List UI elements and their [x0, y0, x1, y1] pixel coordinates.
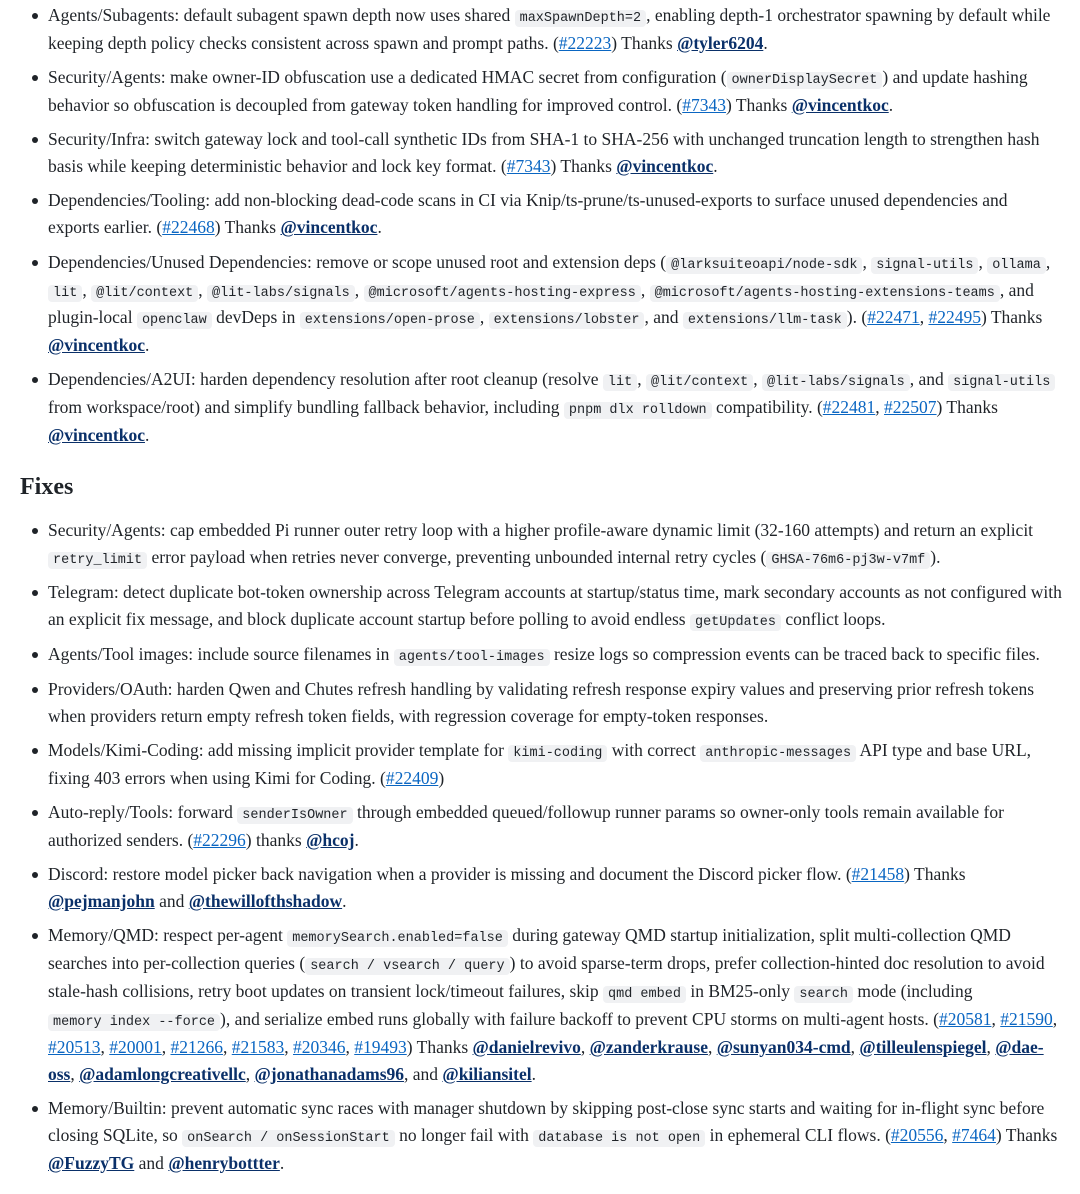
pr-link[interactable]: #22296	[193, 829, 246, 850]
user-mention-link[interactable]: @jonathanadams96	[254, 1064, 405, 1085]
changelog-item: Agents/Subagents: default subagent spawn depth now uses shared maxSpawnDepth=2 , enabling depth-1 orchestrator spawning by default while keeping depth policy checks consistent across spawn and prompt paths. (#22223) Thanks @tyler6204.	[18, 2, 1062, 57]
changelog-item: Dependencies/Unused Dependencies: remove or scope unused root and extension deps ( @larksuiteoapi/node-sdk , signal-utils , ollama , lit , @lit/context , @lit-labs/signals , @microsoft/agents-hosting-express , @microsoft/agents-hosting-extensions-teams , and plugin-local openclaw devDeps in extensions/open-prose , extensions/lobster , and extensions/llm-task ). (#22471, #22495) Thanks @vincentkoc.	[18, 249, 1062, 360]
inline-code: retry_limit	[48, 552, 147, 569]
fixes-list	[18, 517, 1062, 1178]
user-mention-link[interactable]: @kiliansitel	[442, 1064, 532, 1085]
user-mention-link[interactable]: @dae-oss	[48, 1036, 1044, 1085]
inline-code: ownerDisplaySecret	[727, 72, 883, 89]
inline-code: @microsoft/agents-hosting-express	[364, 285, 641, 302]
inline-code: @lit/context	[91, 285, 198, 302]
inline-code: @lit/context	[646, 374, 753, 391]
user-mention-link[interactable]: @pejmanjohn	[48, 891, 155, 912]
pr-link[interactable]: #21266	[170, 1036, 223, 1057]
pr-link[interactable]: #20513	[48, 1036, 101, 1057]
inline-code: search	[794, 986, 853, 1003]
user-mention-link[interactable]: @sunyan034-cmd	[716, 1036, 851, 1057]
inline-code: memorySearch.enabled=false	[287, 930, 508, 947]
inline-code: ollama	[987, 257, 1046, 274]
inline-code: signal-utils	[948, 374, 1055, 391]
inline-code: pnpm dlx rolldown	[564, 402, 712, 419]
changelog-item: Discord: restore model picker back navigation when a provider is missing and document the Discord picker flow. (#21458) Thanks @pejmanjohn and @thewillofthshadow.	[18, 861, 1062, 915]
section-heading-fixes: Fixes	[20, 474, 74, 501]
pr-link[interactable]: #22409	[385, 767, 439, 788]
user-mention-link[interactable]: @tyler6204	[677, 32, 764, 53]
changelog-item: Providers/OAuth: harden Qwen and Chutes refresh handling by validating refresh response expiry values and preserving prior refresh tokens when providers return empty refresh token fields, with regression coverage for empty-token responses.	[18, 676, 1062, 730]
changelog-item: Models/Kimi-Coding: add missing implicit provider template for kimi-coding with correct anthropic-messages API type and base URL, fixing 403 errors when using Kimi for Coding. (#22409)	[18, 737, 1062, 792]
user-mention-link[interactable]: @tilleulenspiegel	[859, 1036, 987, 1057]
user-mention-link[interactable]: @adamlongcreativellc	[79, 1064, 246, 1085]
inline-code: GHSA-76m6-pj3w-v7mf	[766, 552, 930, 569]
inline-code: database is not open	[533, 1130, 705, 1147]
pr-link[interactable]: #20581	[939, 1009, 992, 1030]
user-mention-link[interactable]: @vincentkoc	[48, 335, 145, 356]
pr-link[interactable]: #7343	[682, 94, 726, 115]
pr-link[interactable]: #19493	[354, 1036, 407, 1057]
inline-code: kimi-coding	[508, 745, 607, 762]
inline-code: getUpdates	[690, 614, 781, 631]
user-mention-link[interactable]: @danielrevivo	[472, 1036, 581, 1057]
changelog-item: Security/Infra: switch gateway lock and tool-call synthetic IDs from SHA-1 to SHA-256 with unchanged truncation length to strengthen hash basis while keeping deterministic behavior and lock key format. (#7343) Thanks @vincentkoc.	[18, 126, 1062, 180]
pr-link[interactable]: #22481	[822, 397, 876, 418]
pr-link[interactable]: #7464	[952, 1125, 996, 1146]
pr-link[interactable]: #22495	[928, 307, 981, 328]
changelog-item: Memory/QMD: respect per-agent memorySearch.enabled=false during gateway QMD startup initialization, split multi-collection QMD searches into per-collection queries ( search / vsearch / query ) to avoid sparse-term drops, prefer collection-hinted doc resolution to avoid stale-hash collisions, retry boot updates on transient lock/timeout failures, skip qmd embed in BM25-only search mode (including memory index --force ), and serialize embed runs globally with failure backoff to prevent CPU storms on multi-agent hosts. (#20581, #21590, #20513, #20001, #21266, #21583, #20346, #19493) Thanks @danielrevivo, @zanderkrause, @sunyan034-cmd, @tilleulenspiegel, @dae-oss, @adamlongcreativellc, @jonathanadams96, and @kiliansitel.	[18, 922, 1062, 1088]
changelog-item: Security/Agents: cap embedded Pi runner outer retry loop with a higher profile-aware dynamic limit (32-160 attempts) and return an explicit retry_limit error payload when retries never converge, preventing unbounded internal retry cycles ( GHSA-76m6-pj3w-v7mf ).	[18, 517, 1062, 572]
pr-link[interactable]: #22223	[558, 32, 612, 53]
pr-link[interactable]: #21590	[1000, 1009, 1053, 1030]
pr-link[interactable]: #21583	[231, 1036, 285, 1057]
inline-code: @microsoft/agents-hosting-extensions-teams	[650, 285, 1000, 302]
pr-link[interactable]: #22507	[884, 397, 937, 418]
changelog-item: Memory/Builtin: prevent automatic sync races with manager shutdown by skipping post-close sync starts and waiting for in-flight sync before closing SQLite, so onSearch / onSessionStart no longer fail with database is not open in ephemeral CLI flows. (#20556, #7464) Thanks @FuzzyTG and @henrybottter.	[18, 1095, 1062, 1177]
inline-code: extensions/lobster	[489, 312, 645, 329]
inline-code: agents/tool-images	[394, 649, 550, 666]
inline-code: memory index --force	[48, 1014, 220, 1031]
inline-code: anthropic-messages	[700, 745, 856, 762]
inline-code: extensions/open-prose	[300, 312, 480, 329]
user-mention-link[interactable]: @FuzzyTG	[48, 1153, 135, 1174]
inline-code: openclaw	[137, 312, 212, 329]
inline-code: lit	[48, 285, 82, 302]
user-mention-link[interactable]: @vincentkoc	[48, 425, 145, 446]
changelog-item: Security/Agents: make owner-ID obfuscation use a dedicated HMAC secret from configuration ( ownerDisplaySecret ) and update hashing behavior so obfuscation is decoupled from gateway token handling for improved control. (#7343) Thanks @vincentkoc.	[18, 64, 1062, 119]
changelog-item: Dependencies/Tooling: add non-blocking dead-code scans in CI via Knip/ts-prune/ts-unused-exports to surface unused dependencies and exports earlier. (#22468) Thanks @vincentkoc.	[18, 187, 1062, 241]
user-mention-link[interactable]: @vincentkoc	[791, 94, 889, 115]
user-mention-link[interactable]: @zanderkrause	[589, 1036, 708, 1057]
pr-link[interactable]: #20001	[109, 1036, 162, 1057]
inline-code: @larksuiteoapi/node-sdk	[666, 257, 862, 274]
changelog-item: Telegram: detect duplicate bot-token ownership across Telegram accounts at startup/status time, mark secondary accounts as not configured with an explicit fix message, and block duplicate account startup before polling to avoid endless getUpdates conflict loops.	[18, 579, 1062, 634]
inline-code: @lit-labs/signals	[762, 374, 910, 391]
inline-code: @lit-labs/signals	[207, 285, 355, 302]
inline-code: search / vsearch / query	[305, 958, 509, 975]
inline-code: signal-utils	[871, 257, 978, 274]
changelog-item: Auto-reply/Tools: forward senderIsOwner through embedded queued/followup runner params so owner-only tools remain available for authorized senders. (#22296) thanks @hcoj.	[18, 799, 1062, 854]
inline-code: senderIsOwner	[237, 807, 352, 824]
inline-code: qmd embed	[603, 986, 686, 1003]
changelog-item: Dependencies/A2UI: harden dependency resolution after root cleanup (resolve lit , @lit/context , @lit-labs/signals , and signal-utils from workspace/root) and simplify bundling fallback behavior, including pnpm dlx rolldown compatibility. (#22481, #22507) Thanks @vincentkoc.	[18, 366, 1062, 449]
pr-link[interactable]: #20346	[293, 1036, 346, 1057]
inline-code: onSearch / onSessionStart	[182, 1130, 395, 1147]
inline-code: extensions/llm-task	[683, 312, 847, 329]
top-changes-list	[18, 2, 1062, 449]
user-mention-link[interactable]: @vincentkoc	[616, 156, 714, 177]
pr-link[interactable]: #20556	[890, 1125, 944, 1146]
pr-link[interactable]: #7343	[506, 156, 551, 177]
user-mention-link[interactable]: @thewillofthshadow	[188, 891, 343, 912]
pr-link[interactable]: #22468	[162, 217, 215, 238]
changelog-item: Agents/Tool images: include source filenames in agents/tool-images resize logs so compression events can be traced back to specific files.	[18, 641, 1062, 669]
user-mention-link[interactable]: @henrybottter	[168, 1153, 280, 1174]
inline-code: lit	[603, 374, 637, 391]
user-mention-link[interactable]: @vincentkoc	[280, 217, 378, 238]
pr-link[interactable]: #21458	[851, 864, 905, 884]
inline-code: maxSpawnDepth=2	[515, 10, 647, 27]
user-mention-link[interactable]: @hcoj	[306, 829, 355, 850]
pr-link[interactable]: #22471	[867, 307, 920, 328]
